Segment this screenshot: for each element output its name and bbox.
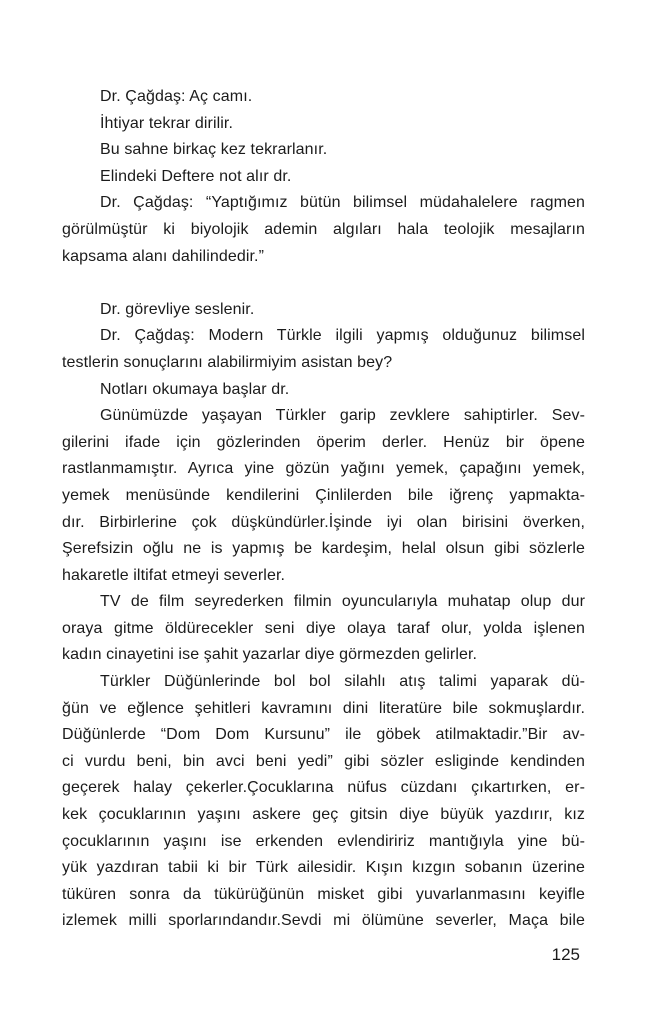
text-line: Bu sahne birkaç kez tekrarlanır. — [100, 141, 328, 159]
text-line: hakaretle iltifat etmeyi severler. — [62, 566, 286, 584]
blank-line — [62, 270, 585, 297]
text-line: tüküren sonra da tükürüğünün misket gibi yuvarlanmasını keyifle — [62, 885, 585, 903]
text-line: Notları okumaya başlar dr. — [100, 380, 290, 398]
text-line: Günümüzde yaşayan Türkler garip zevklere sahiptirler. Sev- — [100, 407, 585, 425]
text-line: Şerefsizin oğlu ne is yapmış be kardeşim, helal olsun gibi sözlerle — [62, 540, 585, 558]
text-line: Dr. Çağdaş: “Yaptığımız bütün bilimsel müdahalelere ragmen — [100, 194, 585, 212]
text-line: Düğünlerde “Dom Dom Kursunu” ile göbek atilmaktadir.”Bir av- — [62, 726, 585, 744]
page-text — [62, 84, 585, 935]
text-line: ğün ve eğlence şehitleri kavramını dini literatüre bile sokmuşlardır. — [62, 699, 585, 717]
text-line: kek çocuklarının yaşını askere geç gitsin diye büyük yazdırır, kız — [62, 806, 585, 824]
text-line: yük yazdıran tabii ki bir Türk ailesidir. Kışın kızgın sobanın üzerine — [62, 859, 585, 877]
text-line: ci vurdu beni, bin avci beni yedi” gibi sözler esliginde kendinden — [62, 752, 585, 770]
text-line: kadın cinayetini ise şahit yazarlar diye görmezden gelirler. — [62, 646, 478, 664]
text-line: izlemek milli sporlarındandır.Sevdi mi ölümüne severler, Maça bile — [62, 912, 585, 930]
text-line: Dr. Çağdaş: Aç camı. — [100, 88, 253, 105]
text-line: oraya gitme öldürecekler seni diye olaya taraf olur, yolda işlenen — [62, 619, 585, 637]
text-line: TV de film seyrederken filmin oyuncularıyla muhatap olup dur — [100, 593, 585, 611]
text-line: Dr. görevliye seslenir. — [100, 300, 255, 318]
text-line: kapsama alanı dahilindedir.” — [62, 247, 265, 265]
text-line: yemek menüsünde kendilerini Çinlilerden bile iğrenç yapmakta- — [62, 486, 585, 504]
text-line: görülmüştür ki biyolojik ademin algıları hala teolojik mesajların — [62, 220, 585, 238]
text-line: geçerek halay çekerler.Çocuklarına nüfus cüzdanı çıkartırken, er- — [62, 779, 585, 797]
text-line: Elindeki Deftere not alır dr. — [100, 167, 292, 185]
page-number: 125 — [551, 945, 580, 964]
text-line: Türkler Düğünlerinde bol bol silahlı atış talimi yaparak dü- — [100, 673, 585, 691]
text-line: Dr. Çağdaş: Modern Türkle ilgili yapmış olduğunuz bilimsel — [100, 327, 585, 345]
text-line: rastlanmamıştır. Ayrıca yine gözün yağını yemek, çapağını yemek, — [62, 460, 585, 478]
text-line: gilerini ifade için gözlerinden öperim derler. Henüz bir öpene — [62, 433, 585, 451]
text-line: İhtiyar tekrar dirilir. — [100, 114, 233, 132]
text-line: dır. Birbirlerine çok düşkündürler.İşinde iyi olan birisini överken, — [62, 513, 585, 531]
text-line: testlerin sonuçlarını alabilirmiyim asistan bey? — [62, 353, 393, 371]
text-line: çocuklarının yaşını ise erkenden evlendiririz mantığıyla yine bü- — [62, 832, 585, 850]
